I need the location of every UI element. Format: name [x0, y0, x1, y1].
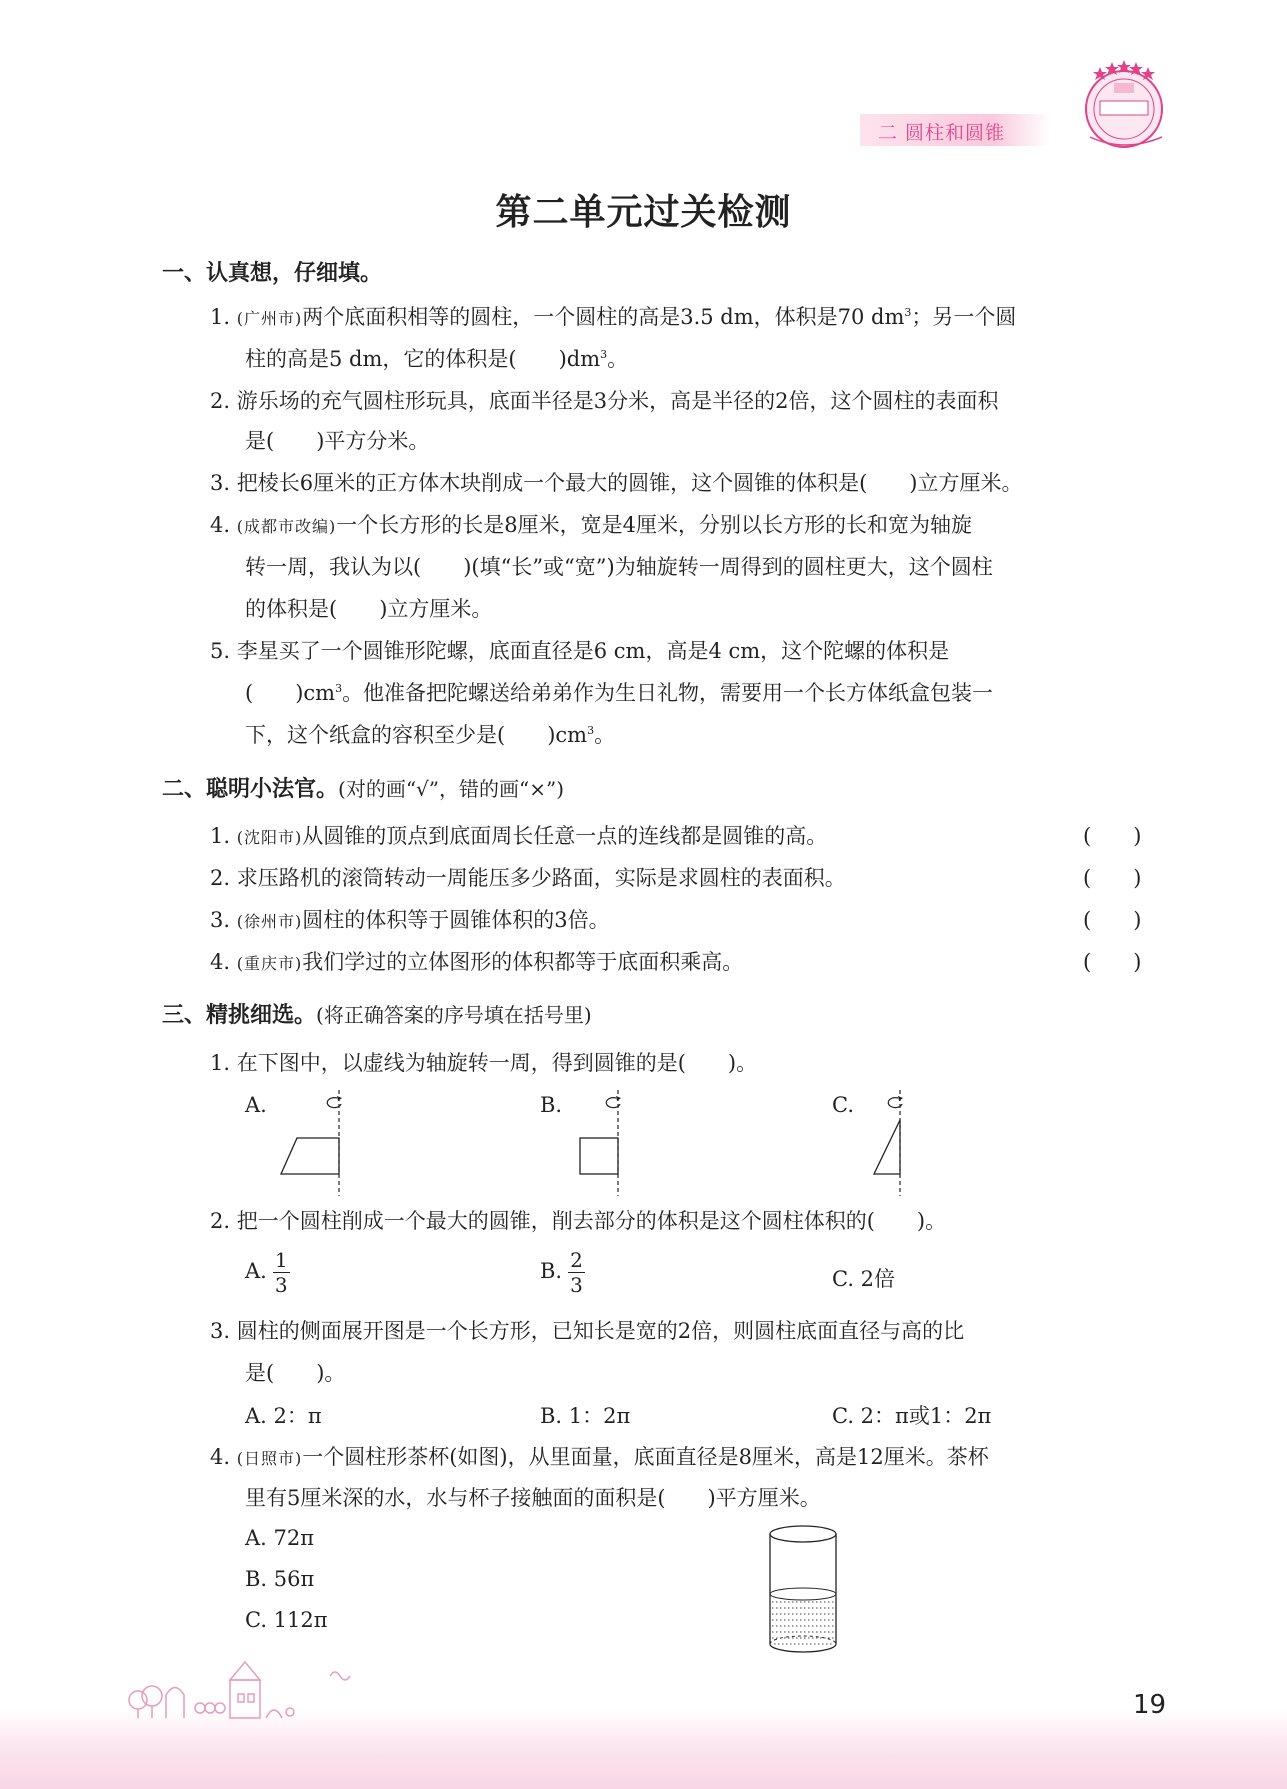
- q-number: 4.: [210, 513, 231, 537]
- s1-q2-line2: 是( )平方分米。: [245, 429, 430, 453]
- section1-heading: 一、认真想，仔细填。: [162, 261, 383, 286]
- source-tag: (日照市): [236, 1449, 303, 1468]
- q-text: 圆柱的体积等于圆锥体积的3倍。: [302, 908, 610, 932]
- s3-q4-line2: 里有5厘米深的水，水与杯子接触面的面积是( )平方厘米。: [245, 1486, 821, 1510]
- figure-c-triangle: [860, 1088, 940, 1198]
- q-number: 3.: [210, 908, 231, 932]
- cylinder-cup-figure: [765, 1524, 841, 1656]
- q-number: 3.: [210, 471, 231, 495]
- s1-q3-line1: [210, 463, 1022, 503]
- s1-q5-line2: [245, 673, 993, 713]
- s2-item-4: [210, 942, 743, 984]
- superscript: 3: [335, 682, 343, 695]
- superscript: 3: [904, 306, 912, 319]
- q-text: 两个底面积相等的圆柱，一个圆柱的高是3.5 dm，体积是70 dm: [302, 305, 905, 329]
- source-tag: (广州市): [236, 309, 303, 328]
- footer-band: [0, 1710, 1287, 1789]
- answer-paren[interactable]: ( ): [1083, 950, 1142, 974]
- superscript: 3: [587, 724, 595, 737]
- q-text: 我们学过的立体图形的体积都等于底面积乘高。: [302, 950, 744, 974]
- q-number: 1.: [210, 824, 231, 848]
- s3-q2-line1: [210, 1201, 946, 1241]
- option-b-label[interactable]: B.: [540, 1093, 563, 1117]
- q-text: 。他准备把陀螺送给弟弟作为生日礼物，需要用一个长方体纸盒包装一: [342, 681, 994, 705]
- q-text: 下，这个纸盒的容积至少是( )cm: [245, 723, 588, 747]
- source-tag: (沈阳市): [236, 828, 303, 847]
- s1-q2-line1: [210, 381, 998, 421]
- option-b[interactable]: B. 56π: [245, 1567, 315, 1591]
- fraction-denominator: 3: [274, 1273, 288, 1297]
- source-tag: (重庆市): [236, 954, 303, 973]
- option-b[interactable]: [540, 1248, 585, 1297]
- s1-q1-line1: [210, 297, 1016, 339]
- s3-q3-line1: [210, 1311, 964, 1351]
- answer-paren[interactable]: ( ): [1083, 908, 1142, 932]
- heading-note: (将正确答案的序号填在括号里): [316, 1003, 592, 1027]
- q-text: 在下图中，以虚线为轴旋转一周，得到圆锥的是( )。: [236, 1051, 758, 1075]
- seal-logo-icon: [1070, 55, 1178, 155]
- figure-b-square: [570, 1088, 650, 1198]
- q-text: 柱的高是5 dm，它的体积是( )dm: [245, 347, 601, 371]
- option-c[interactable]: C. 2倍: [832, 1267, 896, 1291]
- q-number: 1.: [210, 305, 231, 329]
- option-a-label[interactable]: A.: [245, 1093, 267, 1117]
- option-a-label: A.: [245, 1259, 267, 1283]
- q-text: 。: [594, 723, 616, 747]
- chapter-header: 二 圆柱和圆锥: [878, 122, 1006, 144]
- fraction: [568, 1248, 585, 1297]
- q-number: 1.: [210, 1051, 231, 1075]
- q-text: 从圆锥的顶点到底面周长任意一点的连线都是圆锥的高。: [302, 824, 828, 848]
- q-number: 4.: [210, 1445, 231, 1469]
- s1-q4-line1: [210, 505, 972, 547]
- q-text: 一个圆柱形茶杯(如图)，从里面量，底面直径是8厘米，高是12厘米。茶杯: [302, 1445, 989, 1469]
- section2-heading: [162, 772, 564, 803]
- s2-item-1: [210, 816, 827, 858]
- q-text: 李星买了一个圆锥形陀螺，底面直径是6 cm，高是4 cm，这个陀螺的体积是: [236, 639, 950, 663]
- source-tag: (成都市改编): [236, 517, 337, 536]
- section3-heading: [162, 998, 592, 1029]
- s2-item-3: [210, 900, 610, 942]
- q-text: 。: [607, 347, 629, 371]
- source-tag: (徐州市): [236, 912, 303, 931]
- s1-q1-line2: [245, 339, 628, 379]
- figure-a-trapezoid: [275, 1088, 355, 1198]
- s3-q3-line2: 是( )。: [245, 1361, 346, 1385]
- option-a[interactable]: [245, 1248, 290, 1297]
- q-number: 4.: [210, 950, 231, 974]
- s1-q4-line3: 的体积是( )立方厘米。: [245, 597, 493, 621]
- s1-q4-line2: 转一周，我认为以( )(填“长”或“宽”)为轴旋转一周得到的圆柱更大，这个圆柱: [245, 555, 993, 579]
- option-c[interactable]: C. 2：π或1：2π: [832, 1404, 992, 1428]
- s2-item-2: [210, 858, 846, 898]
- q-number: 2.: [210, 1209, 231, 1233]
- page-number: 19: [1133, 1690, 1167, 1720]
- town-doodle-icon: [120, 1650, 420, 1720]
- s1-q5-line1: [210, 631, 949, 671]
- answer-paren[interactable]: ( ): [1083, 866, 1142, 890]
- q-text: ( )cm: [245, 681, 336, 705]
- q-number: 2.: [210, 389, 231, 413]
- heading-text: 三、精挑细选。: [162, 1003, 317, 1028]
- fraction-numerator: 2: [570, 1248, 583, 1272]
- s1-q5-line3: [245, 715, 615, 755]
- fraction-numerator: 1: [274, 1248, 288, 1272]
- option-c-label[interactable]: C.: [832, 1093, 854, 1117]
- fraction-denominator: 3: [570, 1273, 583, 1297]
- q-text: 求压路机的滚筒转动一周能压多少路面，实际是求圆柱的表面积。: [236, 866, 846, 890]
- answer-paren[interactable]: ( ): [1083, 824, 1142, 848]
- q-text: 游乐场的充气圆柱形玩具，底面半径是3分米，高是半径的2倍，这个圆柱的表面积: [236, 389, 999, 413]
- heading-note: (对的画“√”，错的画“×”): [338, 777, 565, 801]
- q-number: 3.: [210, 1319, 231, 1343]
- option-a[interactable]: A. 2：π: [245, 1404, 322, 1428]
- option-a[interactable]: A. 72π: [245, 1526, 315, 1550]
- q-text: 一个长方形的长是8厘米，宽是4厘米，分别以长方形的长和宽为轴旋: [336, 513, 972, 537]
- option-c[interactable]: C. 112π: [245, 1608, 328, 1632]
- fraction: [273, 1248, 290, 1297]
- q-text: 把一个圆柱削成一个最大的圆锥，削去部分的体积是这个圆柱体积的( )。: [236, 1209, 947, 1233]
- s3-q4-line1: [210, 1437, 989, 1479]
- q-number: 2.: [210, 866, 231, 890]
- superscript: 3: [600, 348, 608, 361]
- q-text: 把棱长6厘米的正方体木块削成一个最大的圆锥，这个圆锥的体积是( )立方厘米。: [236, 471, 1023, 495]
- option-b[interactable]: B. 1：2π: [540, 1404, 631, 1428]
- heading-text: 二、聪明小法官。: [162, 777, 339, 802]
- s3-q1-line1: [210, 1043, 757, 1083]
- q-text: ；另一个圆: [911, 305, 1017, 329]
- q-number: 5.: [210, 639, 231, 663]
- page-title: 第二单元过关检测: [495, 192, 792, 233]
- q-text: 圆柱的侧面展开图是一个长方形，已知长是宽的2倍，则圆柱底面直径与高的比: [236, 1319, 965, 1343]
- option-b-label: B.: [540, 1259, 563, 1283]
